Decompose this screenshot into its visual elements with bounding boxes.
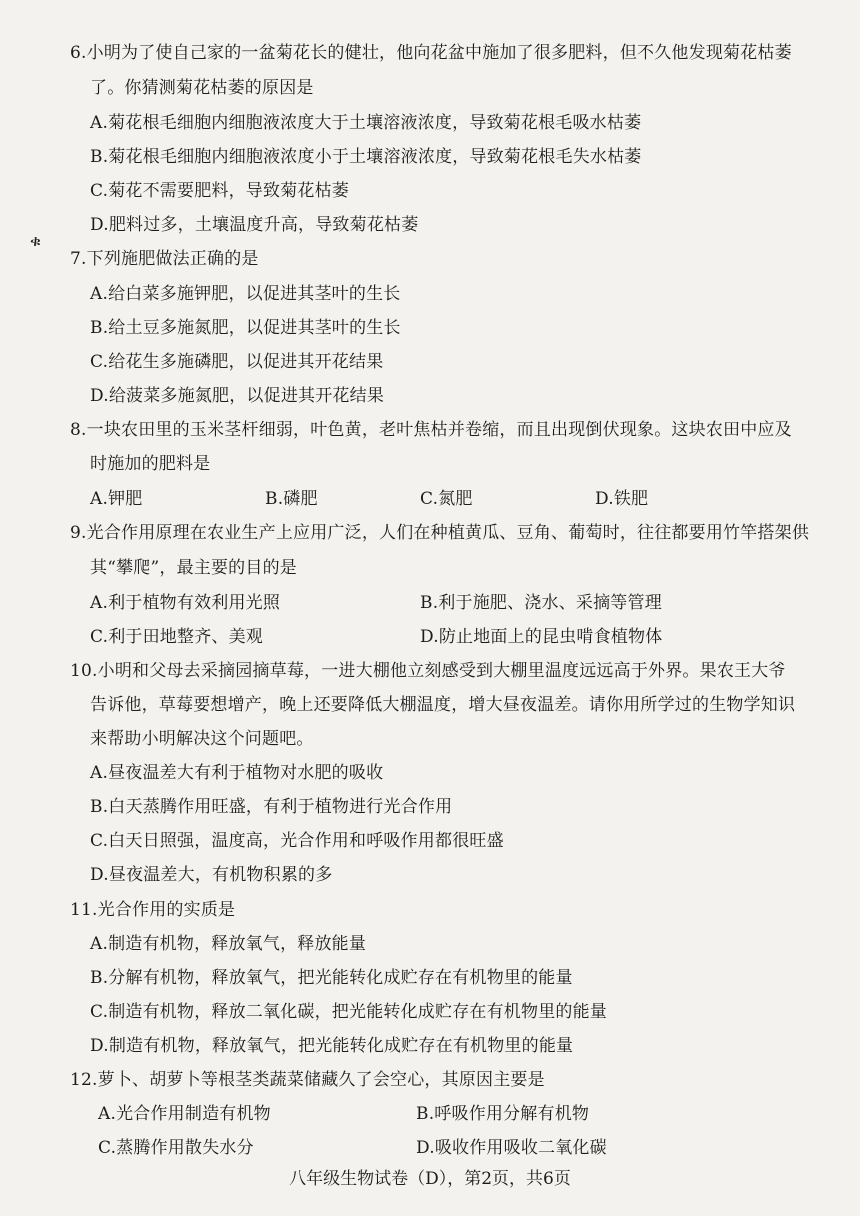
question-12-option-c: C.蒸腾作用散失水分 <box>98 1138 254 1158</box>
question-10-stem-line-1: 10.小明和父母去采摘园摘草莓，一进大棚他立刻感受到大棚里温度远远高于外界。果农王大爷 <box>70 661 786 681</box>
question-10-option-a: A.昼夜温差大有利于植物对水肥的吸收 <box>90 763 384 783</box>
question-10-stem-line-2: 告诉他，草莓要想增产，晚上还要降低大棚温度，增大昼夜温差。请你用所学过的生物学知识 <box>90 695 796 715</box>
question-7-stem: 7.下列施肥做法正确的是 <box>70 249 259 269</box>
question-9-stem-line-1: 9.光合作用原理在农业生产上应用广泛，人们在种植黄瓜、豆角、葡萄时，往往都要用竹竿搭架供 <box>70 523 810 543</box>
question-8-option-d: D.铁肥 <box>595 489 649 509</box>
question-10-option-b: B.白天蒸腾作用旺盛，有利于植物进行光合作用 <box>90 797 453 817</box>
question-9-option-c: C.利于田地整齐、美观 <box>90 627 264 647</box>
question-7-option-b: B.给土豆多施氮肥，以促进其茎叶的生长 <box>90 318 401 338</box>
page-footer: 八年级生物试卷（D），第2页，共6页 <box>289 1169 571 1189</box>
question-9-option-d: D.防止地面上的昆虫啃食植物体 <box>420 627 663 647</box>
question-7-option-d: D.给菠菜多施氮肥，以促进其开花结果 <box>90 386 385 406</box>
question-8-option-a: A.钾肥 <box>90 489 143 509</box>
question-12-option-a: A.光合作用制造有机物 <box>98 1104 271 1124</box>
question-8-option-c: C.氮肥 <box>420 489 473 509</box>
question-10-stem-line-3: 来帮助小明解决这个问题吧。 <box>90 729 314 749</box>
question-8-stem-line-1: 8.一块农田里的玉米茎杆细弱，叶色黄，老叶焦枯并卷缩，而且出现倒伏现象。这块农田中应及 <box>70 420 792 440</box>
question-9-option-b: B.利于施肥、浇水、采摘等管理 <box>420 593 662 613</box>
question-9-option-a: A.利于植物有效利用光照 <box>90 593 281 613</box>
question-6-option-c: C.菊花不需要肥料，导致菊花枯萎 <box>90 181 350 201</box>
question-12-option-d: D.吸收作用吸收二氧化碳 <box>416 1138 607 1158</box>
question-6-option-a: A.菊花根毛细胞内细胞液浓度大于土壤溶液浓度，导致菊花根毛吸水枯萎 <box>90 113 642 133</box>
question-9-stem-line-2: 其“攀爬”，最主要的目的是 <box>90 558 297 578</box>
question-8-stem-line-2: 时施加的肥料是 <box>90 454 211 474</box>
question-12-stem: 12.萝卜、胡萝卜等根茎类蔬菜储藏久了会空心，其原因主要是 <box>70 1070 545 1090</box>
question-11-stem: 11.光合作用的实质是 <box>70 900 236 920</box>
question-12-option-b: B.呼吸作用分解有机物 <box>416 1104 590 1124</box>
question-8-option-b: B.磷肥 <box>265 489 318 509</box>
question-7-option-a: A.给白菜多施钾肥，以促进其茎叶的生长 <box>90 284 401 304</box>
question-11-option-d: D.制造有机物，释放氧气，把光能转化成贮存在有机物里的能量 <box>90 1036 574 1056</box>
question-10-option-d: D.昼夜温差大，有机物积累的多 <box>90 865 333 885</box>
margin-mark: ቁ <box>30 231 41 250</box>
question-7-option-c: C.给花生多施磷肥，以促进其开花结果 <box>90 352 384 372</box>
question-6-stem-line-1: 6.小明为了使自己家的一盆菊花长的健壮，他向花盆中施加了很多肥料，但不久他发现菊花枯萎 <box>70 43 792 63</box>
question-6-option-b: B.菊花根毛细胞内细胞液浓度小于土壤溶液浓度，导致菊花根毛失水枯萎 <box>90 147 642 167</box>
question-11-option-a: A.制造有机物，释放氧气，释放能量 <box>90 934 367 954</box>
question-6-stem-line-2: 了。你猜测菊花枯萎的原因是 <box>90 78 314 98</box>
question-11-option-c: C.制造有机物，释放二氧化碳，把光能转化成贮存在有机物里的能量 <box>90 1002 608 1022</box>
question-6-option-d: D.肥料过多，土壤温度升高，导致菊花枯萎 <box>90 215 419 235</box>
question-10-option-c: C.白天日照强，温度高，光合作用和呼吸作用都很旺盛 <box>90 831 504 851</box>
question-11-option-b: B.分解有机物，释放氧气，把光能转化成贮存在有机物里的能量 <box>90 968 573 988</box>
